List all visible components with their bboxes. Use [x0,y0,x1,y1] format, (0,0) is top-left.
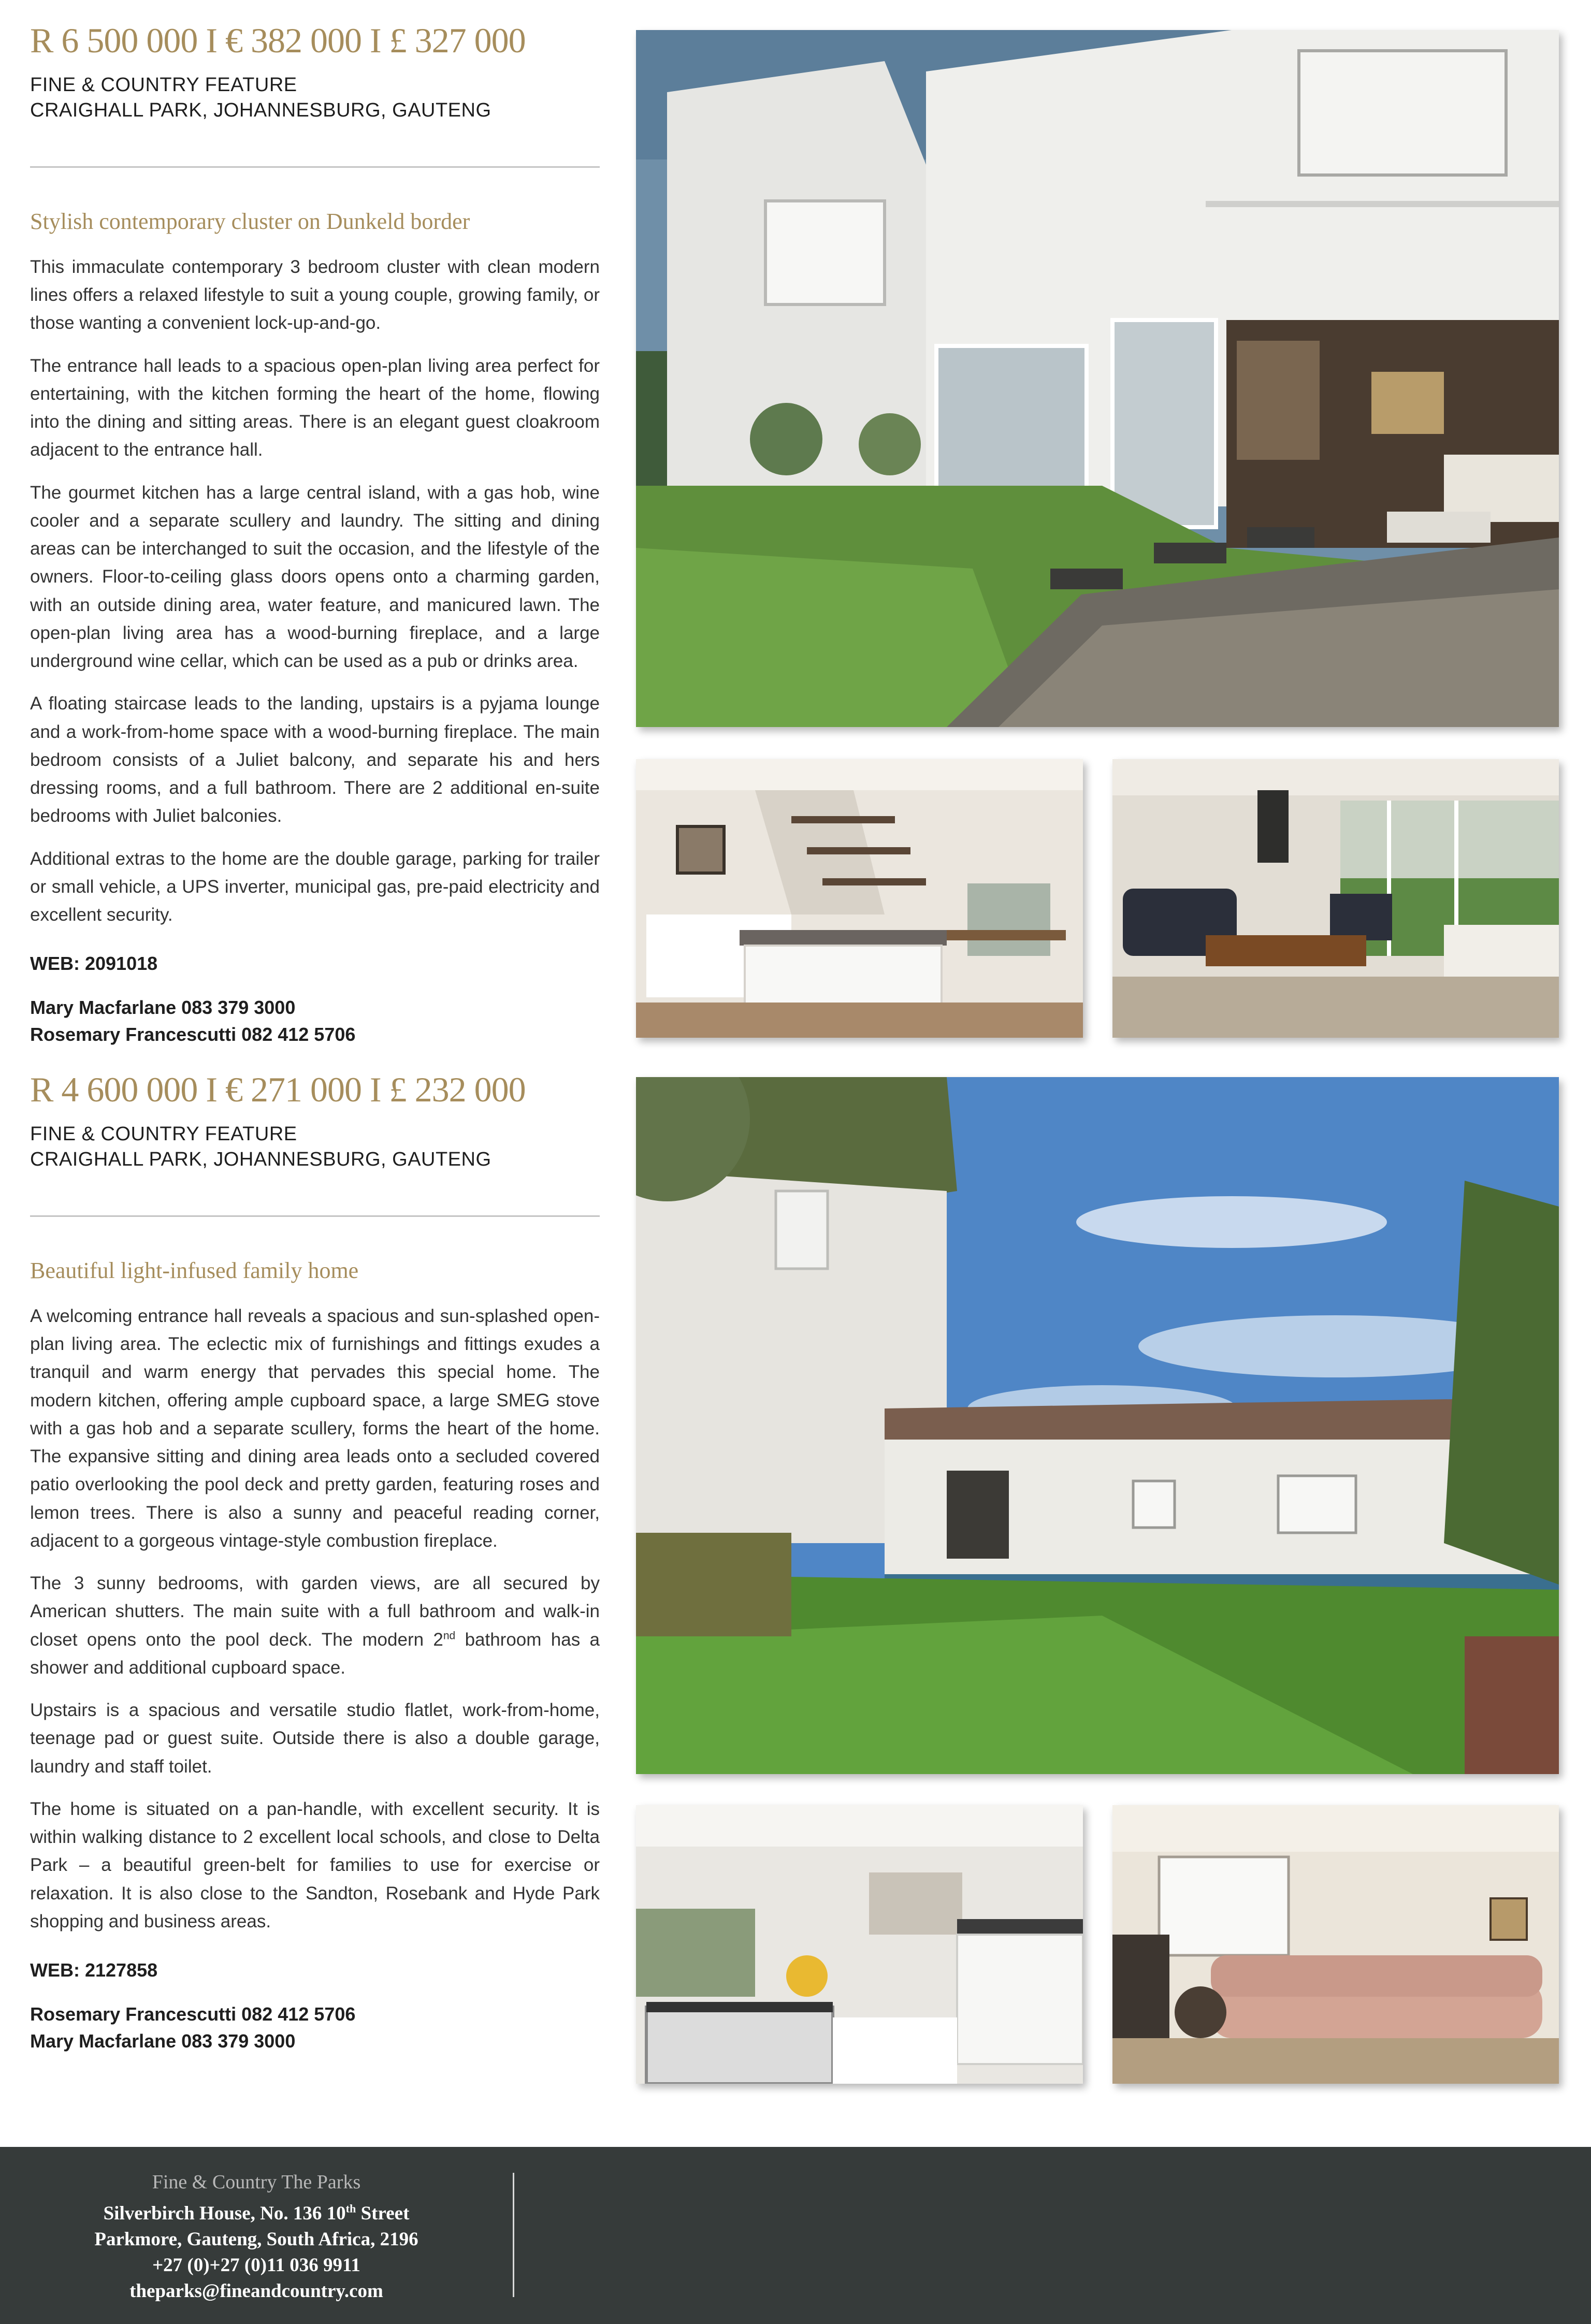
footer [0,2147,1591,2324]
paragraph: A floating staircase leads to the landing, upstairs is a pyjama lounge and a work-from-home space with a wood-burning fireplace. The main bedroom consists of a Juliet balcony, and separate his and hers dressing rooms, and a full bathroom. There are 2 additional en-suite bedrooms with Juliet balconies. [30,693,600,826]
superscript: th [345,2202,356,2215]
paragraph: The gourmet kitchen has a large central island, with a gas hob, wine cooler and a separate scullery and laundry. The sitting and dining areas can be interchanged to suit the occasion, and the lifestyle of the owners. Floor-to-ceiling glass doors opens onto a charming garden, with an outside dining area, water feature, and manicured lawn. The open-plan living area has a wood-burning fireplace, and a large underground wine cellar, which can be used as a pub or drinks area. [30,482,600,672]
paragraph: Upstairs is a spacious and versatile studio flatlet, work-from-home, teenage pad or guest suite. Outside there is also a double garage, laundry and staff toilet. [30,1700,600,1777]
office-city: Parkmore, Gauteng, South Africa, 2196 [94,2228,418,2250]
listing-2-kitchen-photo [636,1805,1083,2084]
paragraph: The entrance hall leads to a spacious open-plan living area perfect for entertaining, with the kitchen forming the heart of the home, flowing into the dining and sitting areas. There is an elegant guest cloakroom adjacent to the entrance hall. [30,355,600,460]
agent-contact: Mary Macfarlane 083 379 3000 [30,2030,296,2052]
paragraph-text: bathroom has a shower and additional cupboard space. [30,1629,600,1678]
listing-1-web-ref: WEB: 2091018 [30,953,158,975]
listing-1-price: R 6 500 000 I € 382 000 I £ 327 000 [30,21,526,60]
listing-1-details [30,23,600,1049]
listing-1-feature-label [30,72,600,124]
listing-1-contacts [30,994,600,1048]
office-phone[interactable]: +27 (0)+27 (0)11 036 9911 [152,2254,360,2276]
listing-2-feature-label [30,1122,600,1173]
superscript: nd [443,1629,456,1642]
divider [30,1215,600,1217]
listing-2-main-photo [636,1077,1559,1774]
listing-1-kitchen-photo [636,759,1083,1038]
listing-1-headline: Stylish contemporary cluster on Dunkeld border [30,208,470,234]
feature-label: FINE & COUNTRY FEATURE [30,1123,297,1145]
listing-2-headline: Beautiful light-infused family home [30,1257,359,1283]
office-email[interactable]: theparks@fineandcountry.com [129,2280,383,2302]
location: CRAIGHALL PARK, JOHANNESBURG, GAUTENG [30,1149,491,1171]
paragraph: This immaculate contemporary 3 bedroom cluster with clean modern lines offers a relaxed lifestyle to suit a young couple, growing family, or those wanting a convenient lock-up-and-go. [30,256,600,333]
listing-2-description [30,1302,600,1936]
agent-contact: Rosemary Francescutti 082 412 5706 [30,1024,356,1045]
agent-contact: Mary Macfarlane 083 379 3000 [30,997,296,1019]
office-info [0,2171,513,2304]
address-text: Silverbirch House, No. 136 10 [103,2203,346,2224]
paragraph: Additional extras to the home are the double garage, parking for trailer or small vehicle, a UPS inverter, municipal gas, pre-paid electricity and excellent security. [30,848,600,925]
footer-divider [513,2173,514,2297]
listing-1-description [30,253,600,929]
agent-contact: Rosemary Francescutti 082 412 5706 [30,2003,356,2025]
office-address [0,2201,513,2227]
divider [30,166,600,168]
paragraph: A welcoming entrance hall reveals a spacious and sun-splashed open-plan living area. The eclectic mix of furnishings and fittings exudes a tranquil and warm energy that pervades this special home. The modern kitchen, offering ample cupboard space, a large SMEG stove with a gas hob and a separate scullery, forms the heart of the home. The expansive sitting and dining area leads onto a secluded covered patio overlooking the pool deck and pretty garden, featuring roses and lemon trees. There is also a sunny and peaceful reading corner, adjacent to a gorgeous vintage-style combustion fireplace. [30,1305,600,1551]
location: CRAIGHALL PARK, JOHANNESBURG, GAUTENG [30,99,491,122]
listing-2-contacts [30,2001,600,2055]
paragraph [30,1570,600,1682]
address-text: Street [356,2203,410,2224]
listing-1-lounge-photo [1112,759,1559,1038]
paragraph: The home is situated on a pan-handle, with excellent security. It is within walking distance to 2 excellent local schools, and close to Delta Park – a beautiful green-belt for families to use for exercise or relaxation. It is also close to the Sandton, Rosebank and Hyde Park shopping and business areas. [30,1798,600,1931]
listing-2-sitting-photo [1112,1805,1559,2084]
listing-2-price: R 4 600 000 I € 271 000 I £ 232 000 [30,1070,526,1109]
office-name: Fine & Country The Parks [152,2171,361,2193]
listing-1-main-photo [636,30,1559,727]
listing-2-web-ref: WEB: 2127858 [30,1959,158,1981]
listing-2-details [30,1072,600,2055]
feature-label: FINE & COUNTRY FEATURE [30,74,297,96]
paragraph-text: The 3 sunny bedrooms, with garden views, are all secured by American shutters. The main suite with a full bathroom and walk-in closet opens onto the pool deck. The modern 2 [30,1573,600,1650]
